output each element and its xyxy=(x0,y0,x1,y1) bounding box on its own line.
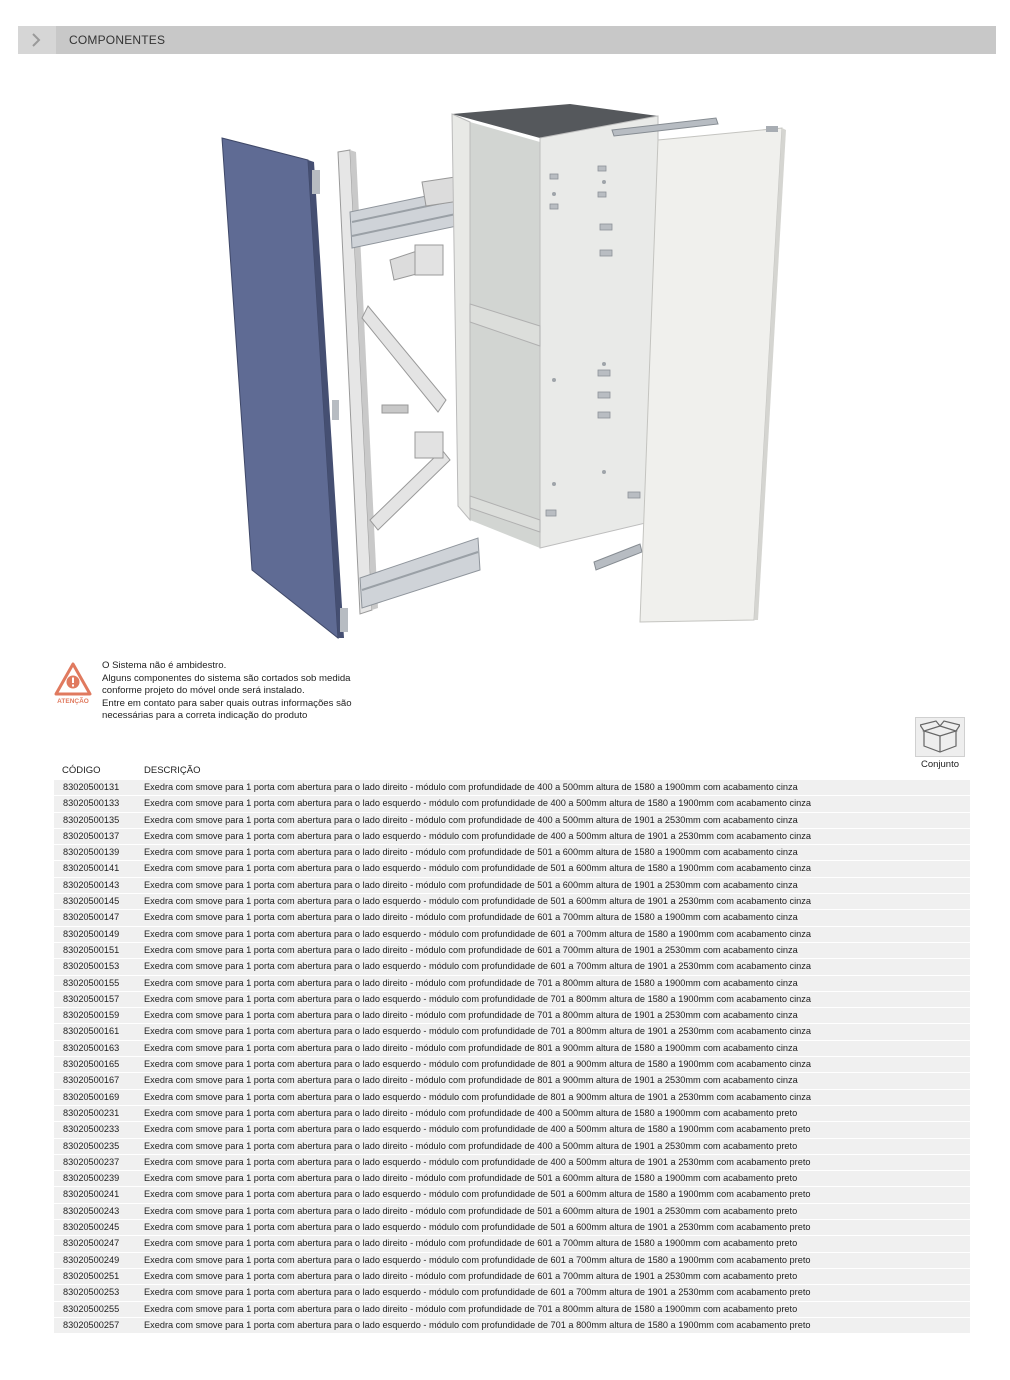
table-row xyxy=(54,1253,970,1268)
warning-icon-label: ATENÇÃO xyxy=(57,698,89,705)
table-row xyxy=(54,1269,970,1284)
row-description: Exedra com smove para 1 porta com abertura para o lado direito - módulo com profundidade de 400 a 500mm altura de 1580 a 1900mm com acabamento preto xyxy=(144,1107,798,1118)
row-code: 83020500147 xyxy=(63,912,120,923)
row-description: Exedra com smove para 1 porta com abertura para o lado direito - módulo com profundidade de 601 a 700mm altura de 1901 a 2530mm com acabamento preto xyxy=(144,1270,798,1281)
row-description: Exedra com smove para 1 porta com abertura para o lado esquerdo - módulo com profundidade de 400 a 500mm altura de 1901 a 2530mm com acabamento preto xyxy=(144,1156,811,1167)
table-row xyxy=(54,1073,970,1088)
table-row xyxy=(54,1122,970,1137)
row-description: Exedra com smove para 1 porta com abertura para o lado direito - módulo com profundidade de 601 a 700mm altura de 1580 a 1900mm com acabamento cinza xyxy=(144,912,798,923)
cabinet-right-side xyxy=(540,116,658,548)
table-row xyxy=(54,1302,970,1317)
row-code: 83020500161 xyxy=(63,1026,120,1037)
row-code: 83020500145 xyxy=(63,896,120,907)
row-description: Exedra com smove para 1 porta com abertura para o lado esquerdo - módulo com profundidade de 701 a 800mm altura de 1580 a 1900mm com acabamento preto xyxy=(144,1319,811,1330)
row-code: 83020500253 xyxy=(63,1287,120,1298)
row-code: 83020500247 xyxy=(63,1238,120,1249)
row-description: Exedra com smove para 1 porta com abertura para o lado esquerdo - módulo com profundidade de 501 a 600mm altura de 1901 a 2530mm com acabamento cinza xyxy=(144,896,811,907)
row-description: Exedra com smove para 1 porta com abertura para o lado direito - módulo com profundidade de 801 a 900mm altura de 1580 a 1900mm com acabamento cinza xyxy=(144,1042,798,1053)
table-row xyxy=(54,780,970,795)
row-description: Exedra com smove para 1 porta com abertura para o lado esquerdo - módulo com profundidade de 400 a 500mm altura de 1901 a 2530mm com acabamento cinza xyxy=(144,830,811,841)
row-description: Exedra com smove para 1 porta com abertura para o lado direito - módulo com profundidade de 400 a 500mm altura de 1580 a 1900mm com acabamento cinza xyxy=(144,782,798,792)
row-code: 83020500157 xyxy=(63,993,120,1004)
notice-line: Alguns componentes do sistema são cortados sob medida xyxy=(102,672,351,684)
product-table xyxy=(54,762,970,1334)
table-row xyxy=(54,1090,970,1105)
conjunto-label: Conjunto xyxy=(920,759,960,770)
row-description: Exedra com smove para 1 porta com abertura para o lado direito - módulo com profundidade de 400 a 500mm altura de 1901 a 2530mm com acabamento cinza xyxy=(144,814,798,825)
section-header xyxy=(18,26,996,54)
row-code: 83020500165 xyxy=(63,1059,120,1070)
table-row xyxy=(54,1024,970,1039)
row-description: Exedra com smove para 1 porta com abertura para o lado direito - módulo com profundidade de 501 a 600mm altura de 1901 a 2530mm com acabamento cinza xyxy=(144,879,798,890)
column-header-description: DESCRIÇÃO xyxy=(144,765,201,776)
row-description: Exedra com smove para 1 porta com abertura para o lado direito - módulo com profundidade de 400 a 500mm altura de 1901 a 2530mm com acabamento preto xyxy=(144,1140,798,1151)
notice-line: necessárias para a correta indicação do produto xyxy=(102,710,308,722)
table-row xyxy=(54,1041,970,1056)
row-description: Exedra com smove para 1 porta com abertura para o lado esquerdo - módulo com profundidade de 501 a 600mm altura de 1901 a 2530mm com acabamento preto xyxy=(144,1222,811,1233)
row-code: 83020500139 xyxy=(63,847,120,858)
row-description: Exedra com smove para 1 porta com abertura para o lado direito - módulo com profundidade de 801 a 900mm altura de 1901 a 2530mm com acabamento cinza xyxy=(144,1075,798,1086)
table-row xyxy=(54,1155,970,1170)
table-row xyxy=(54,1187,970,1202)
header-arrow-box xyxy=(18,26,56,54)
row-description: Exedra com smove para 1 porta com abertura para o lado direito - módulo com profundidade de 501 a 600mm altura de 1580 a 1900mm com acabamento preto xyxy=(144,1173,798,1184)
row-code: 83020500159 xyxy=(63,1010,120,1021)
row-description: Exedra com smove para 1 porta com abertura para o lado esquerdo - módulo com profundidade de 701 a 800mm altura de 1901 a 2530mm com acabamento cinza xyxy=(144,1026,811,1037)
table-row xyxy=(54,1106,970,1121)
column-header-code: CÓDIGO xyxy=(62,765,101,776)
row-description: Exedra com smove para 1 porta com abertura para o lado esquerdo - módulo com profundidade de 701 a 800mm altura de 1580 a 1900mm com acabamento cinza xyxy=(144,993,811,1004)
row-description: Exedra com smove para 1 porta com abertura para o lado esquerdo - módulo com profundidade de 501 a 600mm altura de 1580 a 1900mm com acabamento preto xyxy=(144,1189,811,1200)
row-description: Exedra com smove para 1 porta com abertura para o lado esquerdo - módulo com profundidade de 801 a 900mm altura de 1580 a 1900mm com acabamento cinza xyxy=(144,1059,811,1070)
table-row xyxy=(54,976,970,991)
cabinet-left-side xyxy=(452,114,470,520)
lift-arm-lower xyxy=(370,450,450,530)
row-code: 83020500233 xyxy=(63,1124,120,1135)
row-description: Exedra com smove para 1 porta com abertura para o lado direito - módulo com profundidade de 501 a 600mm altura de 1901 a 2530mm com acabamento preto xyxy=(144,1205,798,1216)
row-description: Exedra com smove para 1 porta com abertura para o lado esquerdo - módulo com profundidade de 801 a 900mm altura de 1901 a 2530mm com acabamento cinza xyxy=(144,1091,811,1102)
row-description: Exedra com smove para 1 porta com abertura para o lado direito - módulo com profundidade de 601 a 700mm altura de 1580 a 1900mm com acabamento preto xyxy=(144,1238,798,1249)
row-code: 83020500239 xyxy=(63,1173,120,1184)
row-code: 83020500141 xyxy=(63,863,120,874)
table-row xyxy=(54,878,970,893)
row-description: Exedra com smove para 1 porta com abertura para o lado esquerdo - módulo com profundidade de 400 a 500mm altura de 1580 a 1900mm com acabamento cinza xyxy=(144,798,811,809)
table-row xyxy=(54,1204,970,1219)
row-description: Exedra com smove para 1 porta com abertura para o lado esquerdo - módulo com profundidade de 601 a 700mm altura de 1901 a 2530mm com acabamento cinza xyxy=(144,961,811,972)
row-code: 83020500163 xyxy=(63,1042,120,1053)
notice-line: O Sistema não é ambidestro. xyxy=(102,660,227,671)
bottom-slide-rail xyxy=(360,538,480,608)
table-row xyxy=(54,1285,970,1300)
row-code: 83020500151 xyxy=(63,944,120,955)
table-header xyxy=(54,762,970,780)
row-description: Exedra com smove para 1 porta com abertura para o lado direito - módulo com profundidade de 701 a 800mm altura de 1901 a 2530mm com acabamento cinza xyxy=(144,1010,798,1021)
table-row xyxy=(54,829,970,844)
row-description: Exedra com smove para 1 porta com abertura para o lado esquerdo - módulo com profundidade de 400 a 500mm altura de 1580 a 1900mm com acabamento preto xyxy=(144,1124,811,1135)
row-code: 83020500131 xyxy=(63,782,120,792)
product-exploded-illustration xyxy=(210,100,800,640)
row-code: 83020500257 xyxy=(63,1319,120,1330)
floating-bottom-rail xyxy=(594,544,642,570)
row-description: Exedra com smove para 1 porta com abertura para o lado esquerdo - módulo com profundidade de 601 a 700mm altura de 1580 a 1900mm com acabamento preto xyxy=(144,1254,811,1265)
row-code: 83020500135 xyxy=(63,814,120,825)
table-row xyxy=(54,1220,970,1235)
table-row xyxy=(54,813,970,828)
table-row xyxy=(54,1171,970,1186)
row-description: Exedra com smove para 1 porta com abertura para o lado direito - módulo com profundidade de 701 a 800mm altura de 1580 a 1900mm com acabamento cinza xyxy=(144,977,798,988)
notice-line: Entre em contato para saber quais outras informações são xyxy=(102,697,352,709)
row-code: 83020500133 xyxy=(63,798,120,809)
row-code: 83020500241 xyxy=(63,1189,120,1200)
row-code: 83020500143 xyxy=(63,879,120,890)
warning-icon xyxy=(54,662,92,706)
row-code: 83020500149 xyxy=(63,928,120,939)
table-row xyxy=(54,992,970,1007)
table-row xyxy=(54,894,970,909)
table-row xyxy=(54,910,970,925)
section-title: COMPONENTES xyxy=(69,33,166,47)
table-row xyxy=(54,1008,970,1023)
table-row xyxy=(54,861,970,876)
row-code: 83020500167 xyxy=(63,1075,120,1086)
row-description: Exedra com smove para 1 porta com abertura para o lado direito - módulo com profundidade de 501 a 600mm altura de 1580 a 1900mm com acabamento cinza xyxy=(144,847,798,858)
row-code: 83020500153 xyxy=(63,961,120,972)
table-row xyxy=(54,796,970,811)
table-row xyxy=(54,1318,970,1333)
row-description: Exedra com smove para 1 porta com abertura para o lado esquerdo - módulo com profundidade de 601 a 700mm altura de 1580 a 1900mm com acabamento cinza xyxy=(144,928,811,939)
row-code: 83020500235 xyxy=(63,1140,120,1151)
table-body xyxy=(54,780,970,1333)
table-row xyxy=(54,943,970,958)
box-package-icon xyxy=(920,720,960,754)
chevron-right-icon xyxy=(30,32,42,48)
row-code: 83020500243 xyxy=(63,1205,120,1216)
row-description: Exedra com smove para 1 porta com abertura para o lado esquerdo - módulo com profundidade de 501 a 600mm altura de 1580 a 1900mm com acabamento cinza xyxy=(144,863,811,874)
table-row xyxy=(54,927,970,942)
notice-text xyxy=(102,660,377,723)
conjunto-icon-box xyxy=(915,717,965,757)
row-code: 83020500251 xyxy=(63,1270,120,1281)
row-code: 83020500155 xyxy=(63,977,120,988)
table-row xyxy=(54,845,970,860)
table-row xyxy=(54,1139,970,1154)
table-row xyxy=(54,1236,970,1251)
table-row xyxy=(54,1057,970,1072)
row-description: Exedra com smove para 1 porta com abertura para o lado esquerdo - módulo com profundidade de 601 a 700mm altura de 1901 a 2530mm com acabamento preto xyxy=(144,1287,811,1298)
row-code: 83020500255 xyxy=(63,1303,120,1314)
row-code: 83020500245 xyxy=(63,1222,120,1233)
row-code: 83020500231 xyxy=(63,1107,120,1118)
door-panel-blue xyxy=(222,138,338,638)
row-description: Exedra com smove para 1 porta com abertura para o lado direito - módulo com profundidade de 601 a 700mm altura de 1901 a 2530mm com acabamento cinza xyxy=(144,944,798,955)
row-code: 83020500249 xyxy=(63,1254,120,1265)
row-code: 83020500137 xyxy=(63,830,120,841)
row-code: 83020500237 xyxy=(63,1156,120,1167)
row-code: 83020500169 xyxy=(63,1091,120,1102)
table-row xyxy=(54,959,970,974)
lift-arm-upper xyxy=(362,306,446,412)
row-description: Exedra com smove para 1 porta com abertura para o lado direito - módulo com profundidade de 701 a 800mm altura de 1580 a 1900mm com acabamento preto xyxy=(144,1303,798,1314)
notice-line: conforme projeto do móvel onde será instalado. xyxy=(102,685,305,697)
